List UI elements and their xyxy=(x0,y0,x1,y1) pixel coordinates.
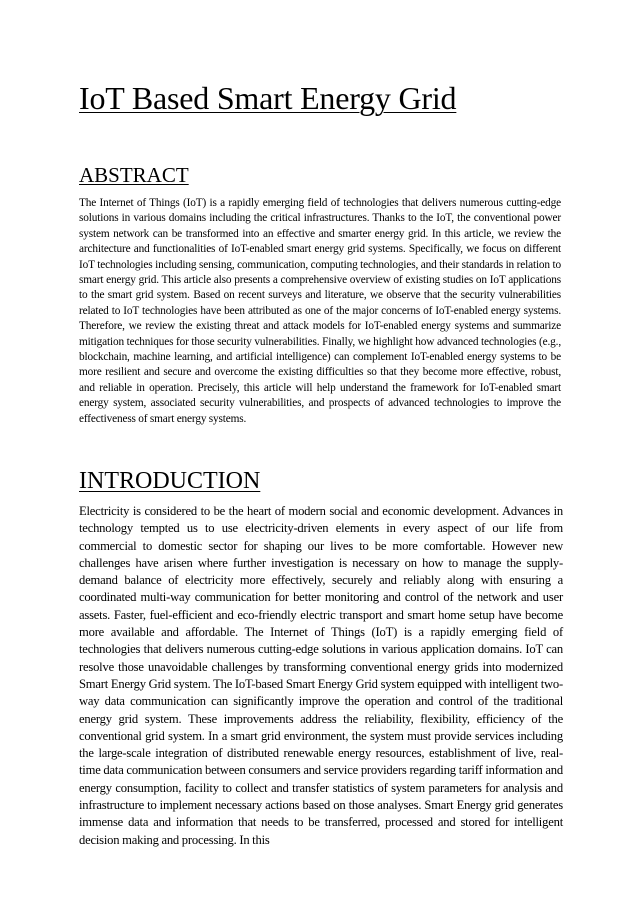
document-title: IoT Based Smart Energy Grid xyxy=(79,80,457,116)
abstract-paragraph: The Internet of Things (IoT) is a rapidly emerging field of technologies that delivers numerous cutting-edge solutions in various domains including the critical infrastructures. Thanks to the IoT, the conventional power system network can be transformed into an effective and smarter energy grid. In this article, we review the architecture and functionalities of IoT-enabled smart energy grid systems. Specifically, we focus on different IoT technologies including sensing, communication, computing technologies, and their standards in relation to smart energy grid. This article also presents a comprehensive overview of existing studies on IoT applications to the smart grid system. Based on recent surveys and literature, we observe that the security vulnerabilities related to IoT technologies have been attributed as one of the major concerns of IoT-enabled energy systems. Therefore, we review the existing threat and attack models for IoT-enabled energy systems and summarize mitigation techniques for those security vulnerabilities. Finally, we highlight how advanced technologies (e.g., blockchain, machine learning, and artificial intelligence) can complement IoT-enabled energy systems to be more resilient and secure and overcome the existing difficulties so that they become more effective, robust, and reliable in operation. Precisely, this article will help understand the framework for IoT-enabled smart energy system, associated security vulnerabilities, and prospects of advanced technologies to improve the effectiveness of smart energy systems. xyxy=(79,197,561,425)
abstract-heading: ABSTRACT xyxy=(79,163,189,187)
introduction-heading: INTRODUCTION xyxy=(79,468,261,494)
introduction-paragraph: Electricity is considered to be the heart of modern social and economic development. Advances in technology tempted us to use electricity-driven elements in every aspect of our life from commercial to domestic sector for shaping our lives to be more comfortable. However new challenges have arisen where further investigation is necessary on how to manage the supply-demand balance of electricity more effectively, securely and reliably along with ensuring a coordinated multi-way communication for better monitoring and control of the network and user assets. Faster, fuel-efficient and eco-friendly electric transport and smart home setup have become more available and affordable. The Internet of Things (IoT) is a rapidly emerging field of technologies that delivers numerous cutting-edge solutions in various application domains. IoT can resolve those unavoidable challenges by transforming conventional energy grids into modernized Smart Energy Grid system. The IoT-based Smart Energy Grid system equipped with intelligent two-way data communication can significantly improve the operation and control of the traditional energy grid system. These improvements address the reliability, flexibility, efficiency of the conventional grid system. In a smart grid environment, the system must provide services including the large-scale integration of distributed renewable energy resources, establishment of live, real-time data communication between consumers and service providers regarding tariff information and energy consumption, facility to collect and transfer statistics of system parameters for analysis and infrastructure to implement necessary actions based on those analyses. Smart Energy grid generates immense data and information that needs to be transferred, processed and stored for intelligent decision making and processing. In this xyxy=(79,504,563,847)
